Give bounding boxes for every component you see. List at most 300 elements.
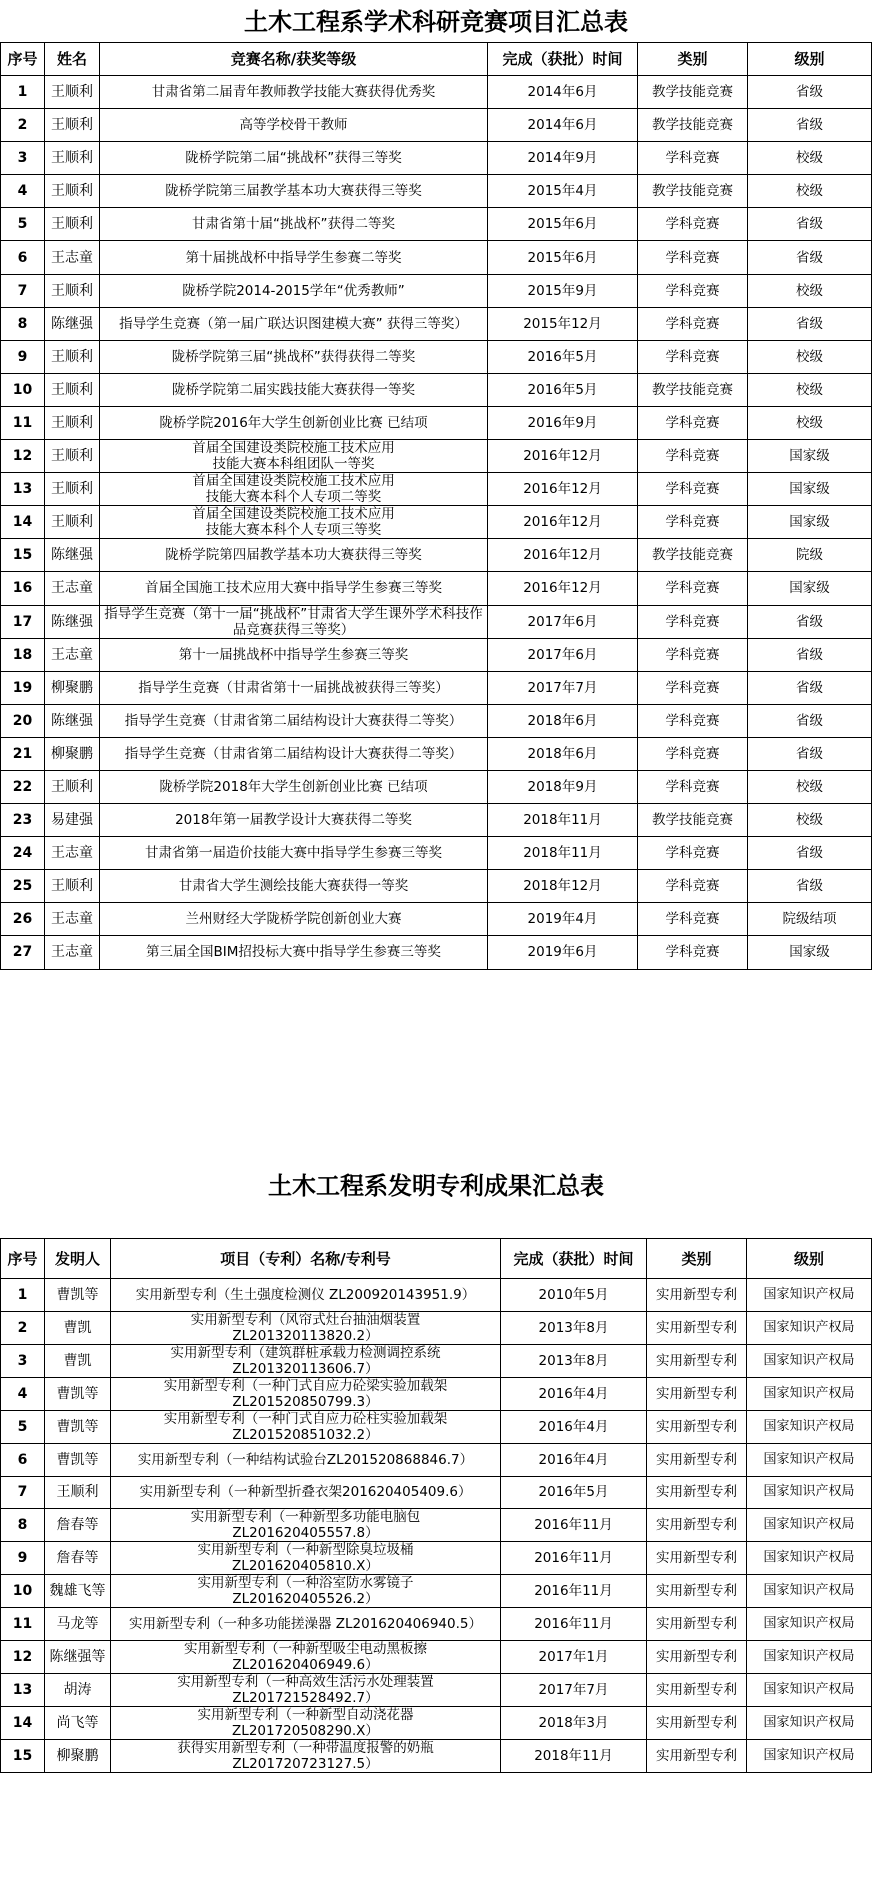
person-name-cell: 曹凯等 (45, 1279, 111, 1312)
table-row (1, 1476, 872, 1509)
level-cell: 校级 (748, 406, 872, 439)
row-number-cell: 14 (1, 1707, 45, 1740)
table-row (1, 506, 872, 539)
level-cell: 国家知识产权局 (747, 1575, 872, 1608)
completion-date-cell: 2016年4月 (501, 1443, 647, 1476)
table-row (1, 1311, 872, 1344)
completion-date-cell: 2016年4月 (501, 1377, 647, 1410)
patent-table (0, 1238, 872, 1773)
row-number-cell: 13 (1, 1674, 45, 1707)
item-name-cell: 陇桥学院第二届“挑战杯”获得三等奖 (100, 142, 488, 175)
person-name-cell: 王顺利 (45, 506, 100, 539)
completion-date-cell: 2018年6月 (488, 704, 638, 737)
person-name-cell: 王顺利 (45, 340, 100, 373)
category-cell: 实用新型专利 (647, 1279, 747, 1312)
competition-table-title: 土木工程系学术科研竞赛项目汇总表 (244, 7, 628, 36)
item-name-cell: 首届全国建设类院校施工技术应用 技能大赛本科组团队一等奖 (100, 440, 488, 473)
item-name-cell: 获得实用新型专利（一种带温度报警的奶瓶 ZL201720723127.5） (111, 1740, 501, 1773)
header-cell: 姓名 (45, 43, 100, 76)
level-cell: 国家知识产权局 (747, 1476, 872, 1509)
item-name-cell: 第十届挑战杯中指导学生参赛二等奖 (100, 241, 488, 274)
completion-date-cell: 2016年12月 (488, 440, 638, 473)
completion-date-cell: 2016年12月 (488, 473, 638, 506)
item-name-cell: 首届全国施工技术应用大赛中指导学生参赛三等奖 (100, 572, 488, 605)
person-name-cell: 陈继强 (45, 539, 100, 572)
person-name-cell: 易建强 (45, 804, 100, 837)
category-cell: 学科竞赛 (638, 274, 748, 307)
item-name-cell: 实用新型专利（一种门式自应力砼梁实验加载架 ZL201520850799.3） (111, 1377, 501, 1410)
completion-date-cell: 2016年12月 (488, 572, 638, 605)
category-cell: 教学技能竞赛 (638, 175, 748, 208)
item-name-cell: 实用新型专利（一种多功能搓澡器 ZL201620406940.5） (111, 1608, 501, 1641)
level-cell: 省级 (748, 109, 872, 142)
row-number-cell: 1 (1, 1279, 45, 1312)
category-cell: 教学技能竞赛 (638, 109, 748, 142)
level-cell: 国家知识产权局 (747, 1740, 872, 1773)
level-cell: 省级 (748, 870, 872, 903)
header-cell: 级别 (748, 43, 872, 76)
completion-date-cell: 2014年6月 (488, 109, 638, 142)
category-cell: 学科竞赛 (638, 605, 748, 638)
table-row (1, 440, 872, 473)
level-cell: 国家知识产权局 (747, 1279, 872, 1312)
completion-date-cell: 2015年12月 (488, 307, 638, 340)
person-name-cell: 魏雄飞等 (45, 1575, 111, 1608)
category-cell: 实用新型专利 (647, 1575, 747, 1608)
person-name-cell: 马龙等 (45, 1608, 111, 1641)
level-cell: 国家知识产权局 (747, 1410, 872, 1443)
table-row (1, 175, 872, 208)
row-number-cell: 8 (1, 307, 45, 340)
table-row (1, 142, 872, 175)
category-cell: 学科竞赛 (638, 870, 748, 903)
table-row (1, 638, 872, 671)
table-row (1, 76, 872, 109)
level-cell: 国家知识产权局 (747, 1641, 872, 1674)
item-name-cell: 实用新型专利（一种新型除臭垃圾桶 ZL201620405810.X） (111, 1542, 501, 1575)
person-name-cell: 曹凯 (45, 1344, 111, 1377)
category-cell: 学科竞赛 (638, 704, 748, 737)
category-cell: 实用新型专利 (647, 1443, 747, 1476)
completion-date-cell: 2019年6月 (488, 936, 638, 969)
row-number-cell: 21 (1, 737, 45, 770)
level-cell: 校级 (748, 373, 872, 406)
level-cell: 院级 (748, 539, 872, 572)
level-cell: 省级 (748, 208, 872, 241)
category-cell: 实用新型专利 (647, 1410, 747, 1443)
row-number-cell: 2 (1, 1311, 45, 1344)
header-cell: 序号 (1, 43, 45, 76)
level-cell: 国家知识产权局 (747, 1443, 872, 1476)
category-cell: 实用新型专利 (647, 1740, 747, 1773)
table-row (1, 1509, 872, 1542)
completion-date-cell: 2018年11月 (488, 804, 638, 837)
person-name-cell: 王顺利 (45, 770, 100, 803)
item-name-cell: 兰州财经大学陇桥学院创新创业大赛 (100, 903, 488, 936)
completion-date-cell: 2016年12月 (488, 539, 638, 572)
person-name-cell: 曹凯等 (45, 1377, 111, 1410)
row-number-cell: 7 (1, 1476, 45, 1509)
person-name-cell: 王顺利 (45, 406, 100, 439)
person-name-cell: 王顺利 (45, 473, 100, 506)
person-name-cell: 王志童 (45, 572, 100, 605)
person-name-cell: 王志童 (45, 638, 100, 671)
table-row (1, 572, 872, 605)
row-number-cell: 13 (1, 473, 45, 506)
table-row (1, 274, 872, 307)
table-row (1, 473, 872, 506)
table-row (1, 307, 872, 340)
level-cell: 省级 (748, 837, 872, 870)
category-cell: 学科竞赛 (638, 406, 748, 439)
level-cell: 校级 (748, 142, 872, 175)
row-number-cell: 14 (1, 506, 45, 539)
item-name-cell: 甘肃省第二届青年教师教学技能大赛获得优秀奖 (100, 76, 488, 109)
level-cell: 国家知识产权局 (747, 1542, 872, 1575)
item-name-cell: 首届全国建设类院校施工技术应用 技能大赛本科个人专项二等奖 (100, 473, 488, 506)
table-row (1, 1344, 872, 1377)
header-cell: 级别 (747, 1239, 872, 1279)
level-cell: 校级 (748, 274, 872, 307)
item-name-cell: 指导学生竞赛（甘肃省第二届结构设计大赛获得二等奖） (100, 737, 488, 770)
completion-date-cell: 2018年3月 (501, 1707, 647, 1740)
category-cell: 教学技能竞赛 (638, 373, 748, 406)
table-row (1, 936, 872, 969)
completion-date-cell: 2016年5月 (488, 340, 638, 373)
person-name-cell: 王志童 (45, 837, 100, 870)
completion-date-cell: 2015年4月 (488, 175, 638, 208)
item-name-cell: 指导学生竞赛（甘肃省第十一届挑战被获得三等奖） (100, 671, 488, 704)
table-row (1, 340, 872, 373)
table-row (1, 539, 872, 572)
item-name-cell: 2018年第一届教学设计大赛获得二等奖 (100, 804, 488, 837)
level-cell: 校级 (748, 804, 872, 837)
category-cell: 教学技能竞赛 (638, 76, 748, 109)
completion-date-cell: 2014年6月 (488, 76, 638, 109)
completion-date-cell: 2016年12月 (488, 506, 638, 539)
person-name-cell: 尚飞等 (45, 1707, 111, 1740)
item-name-cell: 实用新型专利（一种结构试验台ZL201520868846.7） (111, 1443, 501, 1476)
table-row (1, 208, 872, 241)
item-name-cell: 指导学生竞赛（第十一届“挑战杯”甘肃省大学生课外学术科技作品竞赛获得三等奖） (100, 605, 488, 638)
person-name-cell: 曹凯等 (45, 1443, 111, 1476)
patent-table-title: 土木工程系发明专利成果汇总表 (268, 1171, 604, 1200)
item-name-cell: 甘肃省第一届造价技能大赛中指导学生参赛三等奖 (100, 837, 488, 870)
category-cell: 实用新型专利 (647, 1377, 747, 1410)
person-name-cell: 王志童 (45, 936, 100, 969)
level-cell: 省级 (748, 638, 872, 671)
level-cell: 国家知识产权局 (747, 1377, 872, 1410)
completion-date-cell: 2017年6月 (488, 638, 638, 671)
level-cell: 国家级 (748, 936, 872, 969)
completion-date-cell: 2017年7月 (501, 1674, 647, 1707)
table-row (1, 1674, 872, 1707)
completion-date-cell: 2019年4月 (488, 903, 638, 936)
header-cell: 类别 (647, 1239, 747, 1279)
completion-date-cell: 2018年9月 (488, 770, 638, 803)
completion-date-cell: 2015年6月 (488, 208, 638, 241)
level-cell: 省级 (748, 307, 872, 340)
person-name-cell: 王顺利 (45, 109, 100, 142)
row-number-cell: 1 (1, 76, 45, 109)
item-name-cell: 陇桥学院第二届实践技能大赛获得一等奖 (100, 373, 488, 406)
level-cell: 国家知识产权局 (747, 1344, 872, 1377)
item-name-cell: 第三届全国BIM招投标大赛中指导学生参赛三等奖 (100, 936, 488, 969)
person-name-cell: 胡涛 (45, 1674, 111, 1707)
person-name-cell: 王志童 (45, 241, 100, 274)
competition-table (0, 42, 872, 970)
person-name-cell: 詹春等 (45, 1542, 111, 1575)
row-number-cell: 2 (1, 109, 45, 142)
person-name-cell: 陈继强 (45, 307, 100, 340)
item-name-cell: 陇桥学院2014-2015学年“优秀教师” (100, 274, 488, 307)
category-cell: 学科竞赛 (638, 770, 748, 803)
category-cell: 学科竞赛 (638, 440, 748, 473)
completion-date-cell: 2016年11月 (501, 1575, 647, 1608)
completion-date-cell: 2016年9月 (488, 406, 638, 439)
row-number-cell: 3 (1, 142, 45, 175)
completion-date-cell: 2014年9月 (488, 142, 638, 175)
category-cell: 学科竞赛 (638, 340, 748, 373)
category-cell: 实用新型专利 (647, 1509, 747, 1542)
level-cell: 校级 (748, 340, 872, 373)
completion-date-cell: 2016年11月 (501, 1509, 647, 1542)
category-cell: 学科竞赛 (638, 737, 748, 770)
row-number-cell: 11 (1, 406, 45, 439)
row-number-cell: 10 (1, 373, 45, 406)
category-cell: 学科竞赛 (638, 142, 748, 175)
level-cell: 省级 (748, 704, 872, 737)
category-cell: 学科竞赛 (638, 307, 748, 340)
row-number-cell: 27 (1, 936, 45, 969)
person-name-cell: 陈继强 (45, 605, 100, 638)
row-number-cell: 12 (1, 440, 45, 473)
item-name-cell: 陇桥学院2016年大学生创新创业比赛 已结项 (100, 406, 488, 439)
row-number-cell: 19 (1, 671, 45, 704)
table-row (1, 109, 872, 142)
table-row (1, 870, 872, 903)
table-row (1, 1608, 872, 1641)
table-row (1, 903, 872, 936)
completion-date-cell: 2017年6月 (488, 605, 638, 638)
row-number-cell: 3 (1, 1344, 45, 1377)
category-cell: 实用新型专利 (647, 1476, 747, 1509)
header-cell: 序号 (1, 1239, 45, 1279)
row-number-cell: 7 (1, 274, 45, 307)
person-name-cell: 柳聚鹏 (45, 1740, 111, 1773)
row-number-cell: 15 (1, 1740, 45, 1773)
completion-date-cell: 2015年6月 (488, 241, 638, 274)
completion-date-cell: 2018年11月 (488, 837, 638, 870)
item-name-cell: 实用新型专利（一种门式自应力砼柱实验加载架 ZL201520851032.2） (111, 1410, 501, 1443)
completion-date-cell: 2015年9月 (488, 274, 638, 307)
item-name-cell: 实用新型专利（一种高效生活污水处理装置 ZL201721528492.7） (111, 1674, 501, 1707)
row-number-cell: 8 (1, 1509, 45, 1542)
item-name-cell: 陇桥学院第三届教学基本功大赛获得三等奖 (100, 175, 488, 208)
person-name-cell: 王顺利 (45, 440, 100, 473)
person-name-cell: 王顺利 (45, 1476, 111, 1509)
category-cell: 学科竞赛 (638, 506, 748, 539)
table-row (1, 1575, 872, 1608)
header-cell: 完成（获批）时间 (488, 43, 638, 76)
table-row (1, 1377, 872, 1410)
person-name-cell: 王顺利 (45, 208, 100, 241)
table-row (1, 671, 872, 704)
table-row (1, 1443, 872, 1476)
person-name-cell: 王顺利 (45, 870, 100, 903)
category-cell: 实用新型专利 (647, 1608, 747, 1641)
row-number-cell: 23 (1, 804, 45, 837)
row-number-cell: 9 (1, 1542, 45, 1575)
row-number-cell: 18 (1, 638, 45, 671)
item-name-cell: 实用新型专利（风帘式灶台抽油烟装置 ZL201320113820.2） (111, 1311, 501, 1344)
row-number-cell: 24 (1, 837, 45, 870)
level-cell: 省级 (748, 737, 872, 770)
category-cell: 学科竞赛 (638, 208, 748, 241)
item-name-cell: 陇桥学院第四届教学基本功大赛获得三等奖 (100, 539, 488, 572)
completion-date-cell: 2016年5月 (501, 1476, 647, 1509)
category-cell: 实用新型专利 (647, 1674, 747, 1707)
completion-date-cell: 2016年11月 (501, 1542, 647, 1575)
item-name-cell: 陇桥学院第三届“挑战杯”获得获得二等奖 (100, 340, 488, 373)
level-cell: 国家级 (748, 506, 872, 539)
category-cell: 学科竞赛 (638, 473, 748, 506)
person-name-cell: 曹凯等 (45, 1410, 111, 1443)
item-name-cell: 指导学生竞赛（甘肃省第二届结构设计大赛获得二等奖） (100, 704, 488, 737)
category-cell: 学科竞赛 (638, 638, 748, 671)
table-row (1, 770, 872, 803)
person-name-cell: 陈继强 (45, 704, 100, 737)
row-number-cell: 4 (1, 1377, 45, 1410)
person-name-cell: 柳聚鹏 (45, 737, 100, 770)
level-cell: 院级结项 (748, 903, 872, 936)
completion-date-cell: 2013年8月 (501, 1311, 647, 1344)
row-number-cell: 4 (1, 175, 45, 208)
item-name-cell: 实用新型专利（一种新型多功能电脑包 ZL201620405557.8） (111, 1509, 501, 1542)
row-number-cell: 17 (1, 605, 45, 638)
category-cell: 教学技能竞赛 (638, 804, 748, 837)
category-cell: 学科竞赛 (638, 903, 748, 936)
item-name-cell: 陇桥学院2018年大学生创新创业比赛 已结项 (100, 770, 488, 803)
category-cell: 实用新型专利 (647, 1707, 747, 1740)
person-name-cell: 王顺利 (45, 76, 100, 109)
table-row (1, 406, 872, 439)
row-number-cell: 12 (1, 1641, 45, 1674)
table-row (1, 704, 872, 737)
row-number-cell: 6 (1, 1443, 45, 1476)
completion-date-cell: 2010年5月 (501, 1279, 647, 1312)
table-header-row (1, 43, 872, 76)
table-row (1, 1279, 872, 1312)
table-row (1, 373, 872, 406)
row-number-cell: 10 (1, 1575, 45, 1608)
item-name-cell: 实用新型专利（生土强度检测仪 ZL200920143951.9） (111, 1279, 501, 1312)
level-cell: 省级 (748, 605, 872, 638)
item-name-cell: 首届全国建设类院校施工技术应用 技能大赛本科个人专项三等奖 (100, 506, 488, 539)
row-number-cell: 5 (1, 1410, 45, 1443)
item-name-cell: 实用新型专利（建筑群桩承载力检测调控系统 ZL201320113606.7） (111, 1344, 501, 1377)
table-row (1, 1707, 872, 1740)
row-number-cell: 22 (1, 770, 45, 803)
row-number-cell: 26 (1, 903, 45, 936)
level-cell: 校级 (748, 770, 872, 803)
header-cell: 竞赛名称/获奖等级 (100, 43, 488, 76)
table-row (1, 804, 872, 837)
row-number-cell: 11 (1, 1608, 45, 1641)
person-name-cell: 柳聚鹏 (45, 671, 100, 704)
level-cell: 国家知识产权局 (747, 1707, 872, 1740)
level-cell: 省级 (748, 671, 872, 704)
table-row (1, 605, 872, 638)
row-number-cell: 25 (1, 870, 45, 903)
level-cell: 国家知识产权局 (747, 1674, 872, 1707)
table-row (1, 1542, 872, 1575)
item-name-cell: 实用新型专利（一种浴室防水雾镜子 ZL201620405526.2） (111, 1575, 501, 1608)
item-name-cell: 实用新型专利（一种新型折叠衣架201620405409.6） (111, 1476, 501, 1509)
header-cell: 发明人 (45, 1239, 111, 1279)
table-row (1, 1740, 872, 1773)
completion-date-cell: 2018年11月 (501, 1740, 647, 1773)
category-cell: 实用新型专利 (647, 1311, 747, 1344)
level-cell: 国家级 (748, 440, 872, 473)
table-row (1, 1410, 872, 1443)
row-number-cell: 15 (1, 539, 45, 572)
level-cell: 国家级 (748, 572, 872, 605)
person-name-cell: 曹凯 (45, 1311, 111, 1344)
level-cell: 国家知识产权局 (747, 1311, 872, 1344)
person-name-cell: 王志童 (45, 903, 100, 936)
row-number-cell: 20 (1, 704, 45, 737)
level-cell: 国家知识产权局 (747, 1509, 872, 1542)
person-name-cell: 詹春等 (45, 1509, 111, 1542)
completion-date-cell: 2013年8月 (501, 1344, 647, 1377)
completion-date-cell: 2018年12月 (488, 870, 638, 903)
completion-date-cell: 2017年1月 (501, 1641, 647, 1674)
completion-date-cell: 2017年7月 (488, 671, 638, 704)
level-cell: 省级 (748, 76, 872, 109)
person-name-cell: 王顺利 (45, 274, 100, 307)
row-number-cell: 16 (1, 572, 45, 605)
completion-date-cell: 2016年11月 (501, 1608, 647, 1641)
level-cell: 校级 (748, 175, 872, 208)
category-cell: 实用新型专利 (647, 1641, 747, 1674)
category-cell: 学科竞赛 (638, 241, 748, 274)
item-name-cell: 实用新型专利（一种新型吸尘电动黑板擦 ZL201620406949.6） (111, 1641, 501, 1674)
item-name-cell: 甘肃省大学生测绘技能大赛获得一等奖 (100, 870, 488, 903)
item-name-cell: 第十一届挑战杯中指导学生参赛三等奖 (100, 638, 488, 671)
person-name-cell: 王顺利 (45, 373, 100, 406)
table-row (1, 1641, 872, 1674)
completion-date-cell: 2016年4月 (501, 1410, 647, 1443)
item-name-cell: 高等学校骨干教师 (100, 109, 488, 142)
person-name-cell: 陈继强等 (45, 1641, 111, 1674)
completion-date-cell: 2016年5月 (488, 373, 638, 406)
header-cell: 完成（获批）时间 (501, 1239, 647, 1279)
level-cell: 国家级 (748, 473, 872, 506)
level-cell: 省级 (748, 241, 872, 274)
table-row (1, 837, 872, 870)
row-number-cell: 9 (1, 340, 45, 373)
category-cell: 实用新型专利 (647, 1344, 747, 1377)
completion-date-cell: 2018年6月 (488, 737, 638, 770)
category-cell: 学科竞赛 (638, 837, 748, 870)
category-cell: 学科竞赛 (638, 671, 748, 704)
level-cell: 国家知识产权局 (747, 1608, 872, 1641)
row-number-cell: 5 (1, 208, 45, 241)
item-name-cell: 指导学生竞赛（第一届广联达识图建模大赛” 获得三等奖） (100, 307, 488, 340)
table-row (1, 241, 872, 274)
category-cell: 学科竞赛 (638, 936, 748, 969)
